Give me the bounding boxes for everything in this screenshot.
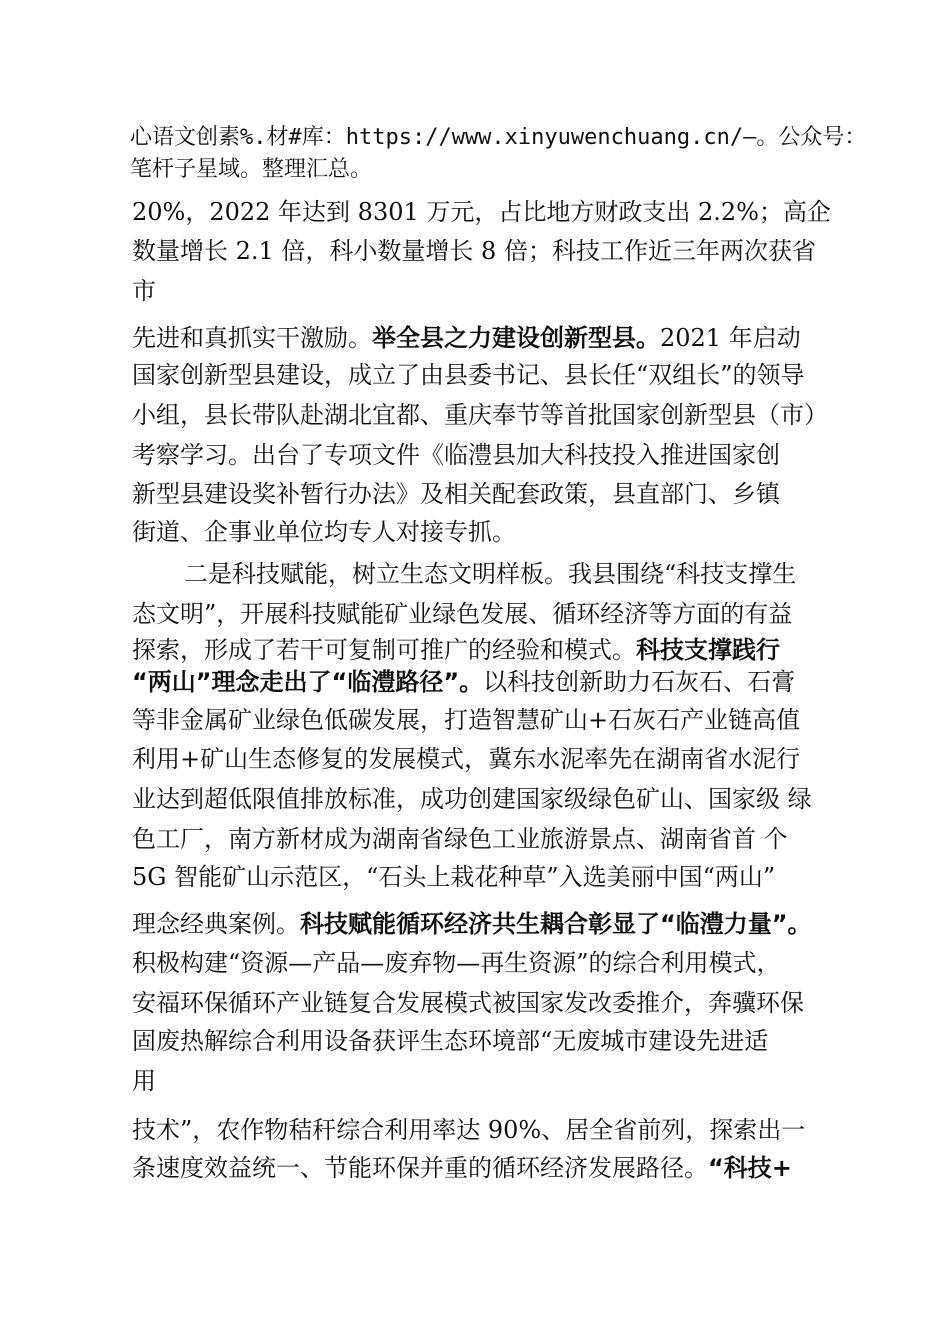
text-line [132,1113,805,1147]
body-text: 国家创新型县建设，成立了由县委书记、县长任“双组长”的领导 [132,361,805,389]
text-line [132,860,775,894]
text-line [132,946,781,980]
text-line [132,398,828,432]
text-line [184,557,796,591]
text-line [132,986,804,1020]
body-text: 色工厂，南方新材成为湖南省绿色工业旅游景点、湖南省首 个 [132,825,788,853]
text-line [132,633,780,667]
body-text: 利用+矿山生态修复的发展模式，冀东水泥率先在湖南省水泥行 [132,745,801,773]
body-text: 考察学习。出台了专项文件《临澧县加大科技投入推进国家创 [132,441,780,469]
body-text: 新型县建设奖补暂行办法》及相关配套政策，县直部门、乡镇 [132,480,780,508]
text-line [132,358,805,392]
body-text: 5G 智能矿山示范区，“石头上栽花种草”入选美丽中国“两山” [132,863,776,891]
text-line [132,597,792,631]
body-text: 小组，县长带队赴湖北宜都、重庆奉节等首批国家创新型县（市） [132,401,828,429]
text-line [132,438,780,472]
text-line [132,665,795,699]
text-line [132,274,156,308]
text-line [132,234,816,268]
text-line [132,195,831,229]
body-text: 等非金属矿业绿色低碳发展，打造智慧矿山+石灰石产业链高值 [132,706,801,734]
body-text: 探索，形成了若干可复制可推广的经验和模式。 [132,636,636,664]
body-text: 2021 年启动 [660,324,801,352]
body-text: 态文明”，开展科技赋能矿业绿色发展、循环经济等方面的有益 [132,600,793,628]
body-text: 先进和真抓实干激励。 [132,324,372,352]
text-line [132,1064,156,1098]
body-text: 固废热解综合利用设备获评生态环境部“无废城市建设先进适 [132,1027,769,1055]
body-text: 数量增长 2.1 倍，科小数量增长 8 倍；科技工作近三年两次获省 [132,237,816,265]
text-line [132,477,780,511]
text-line [132,822,788,856]
text-line [132,703,800,737]
text-line [132,907,812,941]
body-text: 理念经典案例。 [132,910,300,938]
bold-heading-text: “两山”理念走出了“临澧路径”。 [132,668,484,696]
bold-heading-text: 科技赋能循环经济共生耦合彰显了“临澧力量”。 [300,910,812,938]
body-text: 条速度效益统一、节能环保并重的循环经济发展路径。 [132,1154,708,1182]
body-text: 积极构建“资源—产品—废弃物—再生资源”的综合利用模式， [132,949,781,977]
body-text: 业达到超低限值排放标准，成功创建国家级绿色矿山、国家级 绿 [132,785,812,813]
body-text: 市 [132,277,156,305]
body-text: 技术”，农作物秸秆综合利用率达 90%、居全省前列，探索出一 [132,1116,806,1144]
source-header: 心语文创素%.材#库：https://www.xinyuwenchuang.cn/—。公众号：笔杆子星域。整理汇总。 [130,125,867,182]
text-line [132,515,516,549]
bold-heading-text: 科技支撑践行 [636,636,780,664]
text-line [132,782,812,816]
body-text: 用 [132,1067,156,1095]
bold-heading-text: “科技+ [708,1154,792,1182]
body-text: 以科技创新助力石灰石、石膏 [483,668,796,696]
body-text: 安福环保循环产业链复合发展模式被国家发改委推介，奔骥环保 [132,989,804,1017]
text-line [132,1151,792,1185]
bold-heading-text: 举全县之力建设创新型县。 [372,324,660,352]
body-text: 二是科技赋能，树立生态文明样板。我县围绕“科技支撑生 [184,560,797,588]
body-text: 街道、企事业单位均专人对接专抓。 [132,518,516,546]
text-line [132,321,801,355]
text-line [132,742,800,776]
body-text: 20%，2022 年达到 8301 万元，占比地方财政支出 2.2%；高企 [132,198,831,226]
text-line [132,1024,768,1058]
